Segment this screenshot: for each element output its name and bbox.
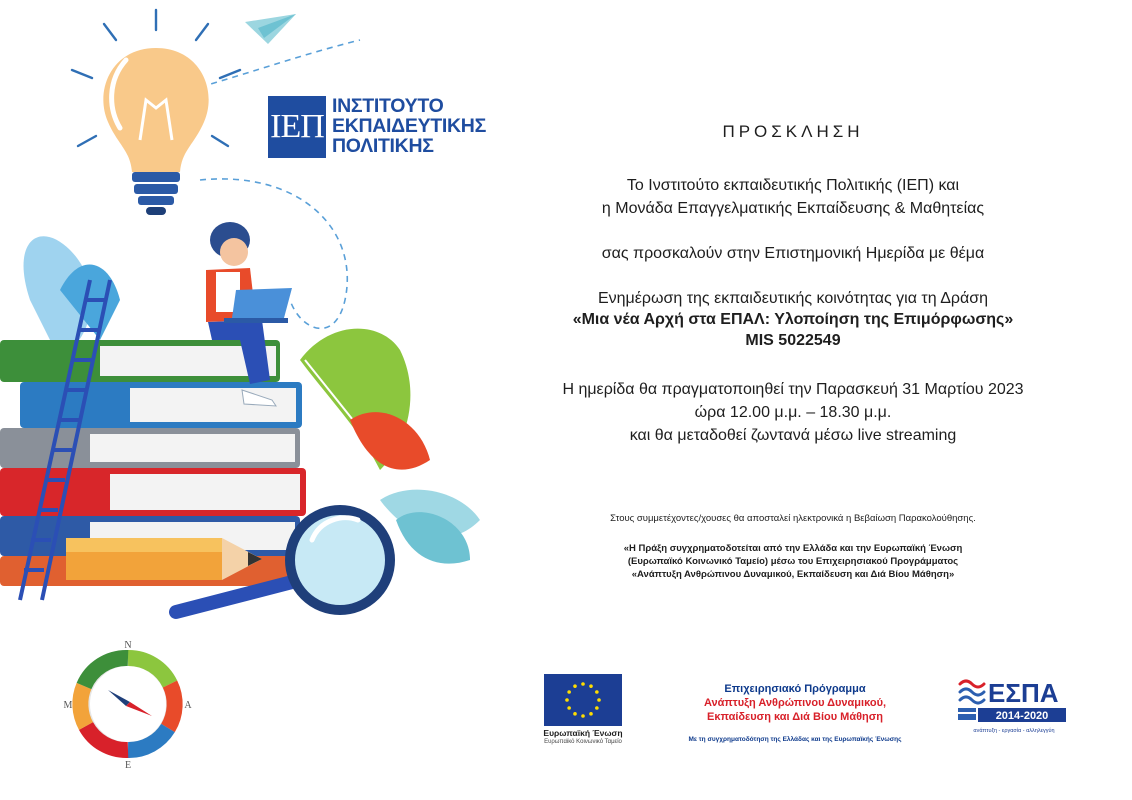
eu-star <box>573 684 577 688</box>
compass-m: M <box>63 700 73 711</box>
attendance-note: Στους συμμετέχοντες/χουσες θα αποσταλεί ηλεκτρονικά η Βεβαίωση Παρακολούθησης. <box>610 513 976 524</box>
eu-flag-icon <box>544 674 622 726</box>
espa-waves-icon <box>960 681 984 703</box>
iep-logo-text: ΙΝΣΤΙΤΟΥΤΟ ΕΚΠΑΙΔΕΥΤΙΚΗΣ ΠΟΛΙΤΙΚΗΣ <box>332 95 486 157</box>
invitation-details: Η ημερίδα θα πραγματοποιηθεί την Παρασκευή 31 Μαρτίου 2023 ώρα 12.00 μ.μ. – 18.30 μ.μ. και θα μεταδοθεί ζωντανά μέσω live streaming <box>562 381 1024 444</box>
iep-logo-mark: ΙΕΠ <box>268 96 326 158</box>
compass-a: A <box>184 700 192 711</box>
pencil-icon <box>66 538 262 580</box>
eu-star <box>565 698 569 702</box>
eu-star <box>589 684 593 688</box>
eu-fund-label: Ευρωπαϊκό Κοινωνικό Ταμείο <box>544 739 622 745</box>
eu-star <box>581 714 585 718</box>
eu-star <box>573 712 577 716</box>
eu-star <box>589 712 593 716</box>
eu-star <box>581 682 585 686</box>
eu-star <box>567 706 571 710</box>
invitation-topic: Ενημέρωση της εκπαιδευτικής κοινότητας για τη Δράση «Μια νέα Αρχή στα ΕΠΑΛ: Υλοποίηση της Επιμόρφωσης» MIS 5022549 <box>572 290 1014 349</box>
cofunding-note: Με τη συγχρηματοδότηση της Ελλάδας και της Ευρωπαϊκής Ένωσης <box>688 736 902 743</box>
eu-star <box>567 690 571 694</box>
funding-statement: «Η Πράξη συγχρηματοδοτείται από την Ελλάδα και την Ευρωπαϊκή Ένωση (Ευρωπαϊκό Κοινωνικό Ταμείο) μέσω του Επιχειρησιακού Προγράμματος «Ανάπτυξη Ανθρώπινου Δυναμικού, Εκπαίδευση και Διά Βίου Μάθηση» <box>623 543 963 580</box>
invitation-title: ΠΡΟΣΚΛΗΣΗ <box>722 122 864 141</box>
compass-n: N <box>124 640 132 651</box>
espa-logo <box>958 672 1068 736</box>
invitation-organizers: Το Ινστιτούτο εκπαιδευτικής Πολιτικής (ΙΕΠ) και η Μονάδα Επαγγελματικής Εκπαίδευσης & Μαθητείας <box>601 177 985 217</box>
espa-tagline: ανάπτυξη - εργασία - αλληλεγγύη <box>973 728 1055 734</box>
paper-plane-icon <box>245 14 296 44</box>
invitation-intro: σας προσκαλούν στην Επιστημονική Ημερίδα με θέμα <box>601 245 985 262</box>
compass-logo <box>62 636 194 772</box>
eu-star <box>595 690 599 694</box>
eu-star <box>597 698 601 702</box>
espa-name: ΕΣΠΑ <box>988 678 1059 708</box>
eu-label: Ευρωπαϊκή Ένωση <box>543 728 623 738</box>
operational-programme: Επιχειρησιακό Πρόγραμμα Ανάπτυξη Ανθρώπινου Δυναμικού, Εκπαίδευση και Διά Βίου Μάθηση <box>703 683 887 723</box>
compass-e: E <box>124 760 132 771</box>
espa-years: 2014-2020 <box>995 710 1049 722</box>
eu-star <box>595 706 599 710</box>
light-bulb-icon <box>103 48 208 215</box>
